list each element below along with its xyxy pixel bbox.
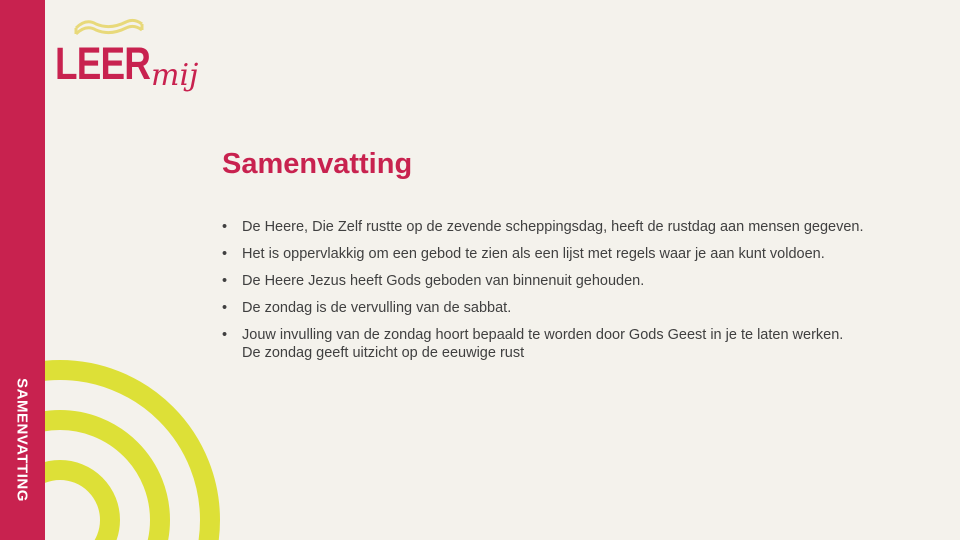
slide-title: Samenvatting (222, 148, 413, 180)
logo-sub-text: mij (151, 58, 199, 93)
bullet-icon: • (222, 219, 228, 235)
sidebar-label: SAMENVATTING (13, 378, 31, 502)
bullet-text: De Heere, Die Zelf rustte op de zevende scheppingsdag, heeft de rustdag aan mensen gegeven. (242, 219, 864, 235)
logo-main-text: LEER (55, 38, 151, 89)
bullet-icon: • (222, 327, 228, 343)
bullet-text: De zondag is de vervulling van de sabbat. (242, 300, 512, 316)
bullet-icon: • (222, 300, 228, 316)
bullet-item (222, 272, 882, 290)
banner-scroll-icon (70, 10, 150, 40)
bullet-icon: • (222, 273, 228, 289)
sidebar-bar (0, 0, 45, 540)
leer-mij-logo (55, 8, 215, 113)
bullet-item (222, 218, 882, 236)
bullet-text: De Heere Jezus heeft Gods geboden van binnenuit gehouden. (242, 273, 645, 289)
bullet-text: Het is oppervlakkig om een gebod te zien als een lijst met regels waar je aan kunt voldoen. (242, 246, 825, 262)
bullet-text: Jouw invulling van de zondag hoort bepaald te worden door Gods Geest in je te laten werken. De zondag geeft uitzicht op de eeuwige rust (242, 327, 844, 361)
bullet-item (222, 326, 882, 362)
bullet-icon: • (222, 246, 228, 262)
bullet-item (222, 245, 882, 263)
bullet-list (222, 218, 882, 371)
bullet-item (222, 299, 882, 317)
